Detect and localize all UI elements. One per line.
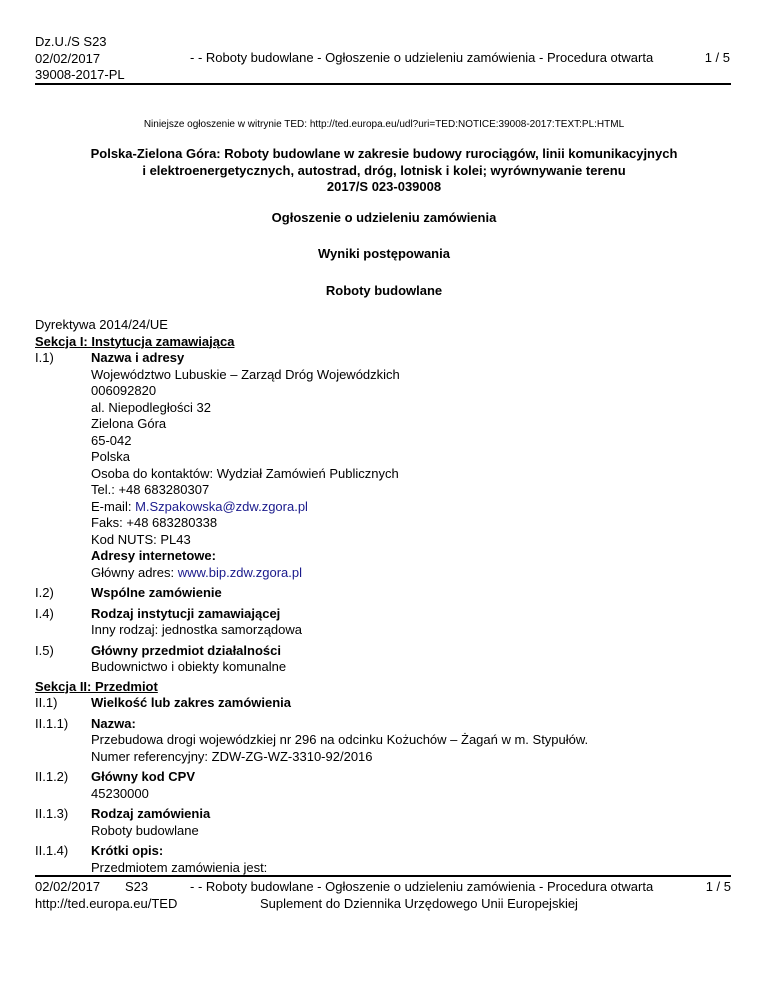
section-title: Nazwa: (91, 715, 136, 731)
section-1-heading: Sekcja I: Instytucja zamawiająca (35, 333, 235, 349)
address-line: 65-042 (91, 432, 132, 448)
header-divider (35, 83, 731, 85)
section-number: I.1) (35, 350, 54, 365)
address-line: Województwo Lubuskie – Zarząd Dróg Wojewódzkich (91, 366, 400, 382)
section-text: Przedmiotem zamówienia jest: (91, 859, 268, 875)
header-date: 02/02/2017 (35, 50, 101, 66)
footer-date: 02/02/2017 (35, 879, 101, 894)
section-ii-1-2 (35, 769, 735, 802)
title-line-3: 2017/S 023-039008 (326, 179, 442, 194)
section-title: Wspólne zamówienie (91, 585, 222, 600)
section-ii-1 (35, 695, 735, 712)
section-ii-1-4 (35, 843, 735, 876)
section-title: Krótki opis: (91, 843, 164, 858)
section-title: Rodzaj instytucji zamawiającej (91, 605, 281, 621)
section-number: I.5) (35, 642, 54, 658)
email-label: E-mail: (91, 498, 136, 514)
section-number: II.1) (35, 695, 58, 710)
section-title: Główny przedmiot działalności (91, 642, 281, 658)
title-line-1: Polska-Zielona Góra: Roboty budowlane w zakresie budowy rurociągów, linii komunikacyjnych (90, 146, 678, 161)
section-number: II.1.4) (35, 843, 69, 858)
footer-supplement: Suplement do Dziennika Urzędowego Unii Europejskiej (260, 896, 578, 911)
address-line: Zielona Góra (91, 416, 167, 431)
email-line (91, 499, 735, 516)
footer-divider (35, 875, 731, 877)
footer-s-number: S23 (125, 879, 149, 894)
section-title: Wielkość lub zakres zamówienia (91, 695, 292, 710)
address-line: al. Niepodległości 32 (91, 399, 211, 415)
footer-title: - - Roboty budowlane - Ogłoszenie o udzieleniu zamówienia - Procedura otwarta (190, 879, 654, 894)
section-title: Rodzaj zamówienia (91, 806, 211, 821)
address-line: Polska (91, 449, 131, 464)
main-address-link[interactable]: www.bip.zdw.zgora.pl (177, 564, 302, 580)
nuts-line: Kod NUTS: PL43 (91, 531, 191, 547)
section-text: Inny rodzaj: jednostka samorządowa (91, 622, 303, 637)
header-page-number: 1 / 5 (704, 50, 730, 65)
header-ids (35, 34, 125, 84)
section-number: I.2) (35, 585, 54, 600)
header-notice-id: 39008-2017-PL (35, 67, 125, 82)
section-i-2 (35, 585, 735, 602)
section-number: II.1.3) (35, 806, 69, 821)
results-heading: Wyniki postępowania (318, 246, 450, 261)
section-title: Główny kod CPV (91, 769, 196, 784)
notice-type: Ogłoszenie o udzieleniu zamówienia (271, 210, 497, 225)
email-link[interactable]: M.Szpakowska@zdw.zgora.pl (135, 498, 308, 514)
section-text: Budownictwo i obiekty komunalne (91, 659, 287, 674)
works-heading: Roboty budowlane (325, 283, 443, 298)
header-oj-ref: Dz.U./S S23 (35, 34, 107, 49)
section-number: II.1.2) (35, 769, 69, 784)
contract-name: Przebudowa drogi wojewódzkiej nr 296 na odcinku Kożuchów – Żagań w m. Stypułów. (91, 732, 589, 747)
directive: Dyrektywa 2014/24/UE (35, 317, 168, 332)
reference-number: Numer referencyjny: ZDW-ZG-WZ-3310-92/2016 (91, 748, 373, 764)
notice-url-line: Niniejsze ogłoszenie w witrynie TED: http://ted.europa.eu/udl?uri=TED:NOTICE:39008-2017:TEXT:PL:HTML (143, 119, 625, 130)
document-title (0, 146, 768, 196)
address-line: 006092820 (91, 383, 157, 398)
fax-line: Faks: +48 683280338 (91, 515, 218, 530)
footer-url: http://ted.europa.eu/TED (35, 896, 178, 911)
section-number: II.1.1) (35, 715, 69, 731)
footer-page-number: 1 / 5 (705, 879, 731, 894)
address-line: Tel.: +48 683280307 (91, 482, 210, 497)
section-ii-1-1 (35, 716, 735, 766)
cpv-code: 45230000 (91, 785, 149, 801)
main-address-label: Główny adres: (91, 564, 178, 580)
notice-content (35, 317, 735, 876)
section-i-5 (35, 643, 735, 676)
section-text: Roboty budowlane (91, 822, 199, 838)
section-ii-1-3 (35, 806, 735, 839)
section-2-heading: Sekcja II: Przedmiot (35, 678, 158, 694)
address-line: Osoba do kontaktów: Wydział Zamówień Publicznych (91, 465, 399, 481)
section-i-4 (35, 606, 735, 639)
section-title: Nazwa i adresy (91, 350, 185, 365)
section-i-1 (35, 350, 735, 581)
header-title: - - Roboty budowlane - Ogłoszenie o udzieleniu zamówienia - Procedura otwarta (190, 50, 654, 65)
main-address-line (91, 565, 735, 582)
title-line-2: i elektroenergetycznych, autostrad, dróg, lotnisk i kolei; wyrównywanie terenu (142, 162, 626, 178)
web-addresses-title: Adresy internetowe: (91, 548, 216, 563)
section-number: I.4) (35, 605, 54, 621)
